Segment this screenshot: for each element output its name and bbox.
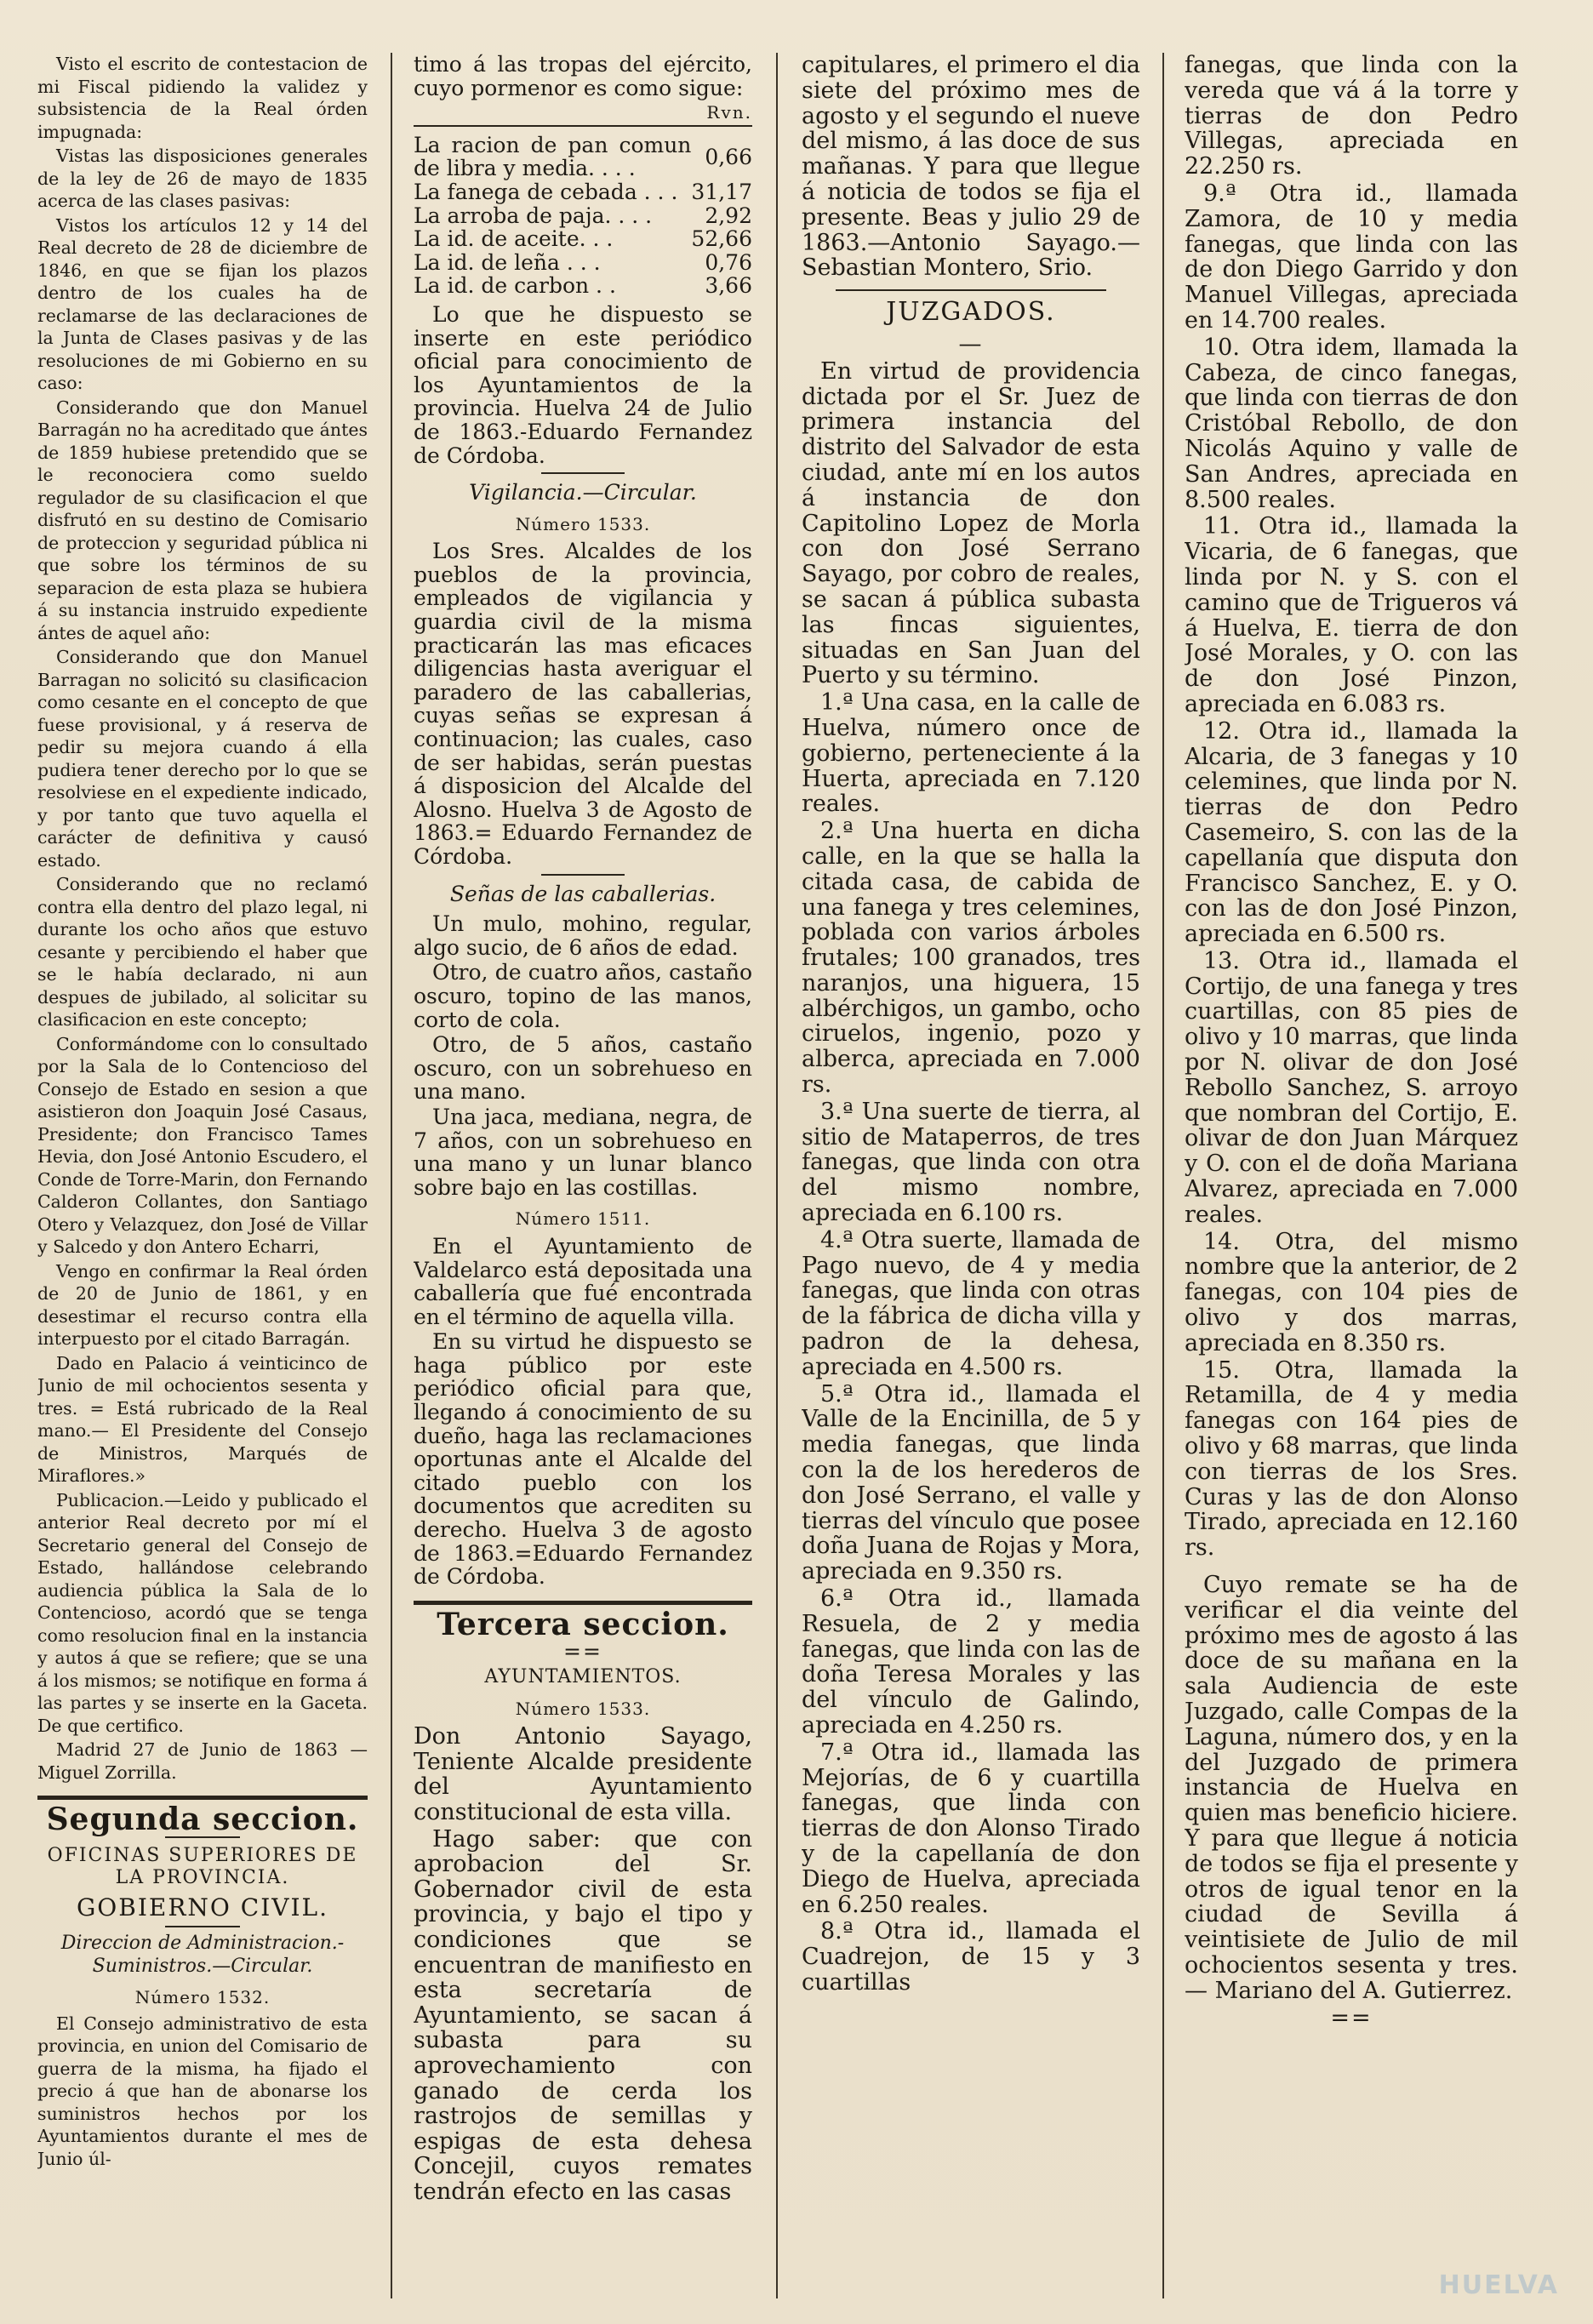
- senas-heading: Señas de las caballerias.: [449, 881, 717, 906]
- list-item: 11. Otra id., llamada la Vicaria, de 6 fanegas, que linda por N. y S. con el camino que de Trigueros vá á Huelva, E. tierra de don José Morales, y O. con las de don José Pinzon, apreciada en 6.083 rs.: [1185, 513, 1518, 717]
- price-label: La id. de aceite. . .: [414, 226, 614, 252]
- list-item: 9.ª Otra id., llamada Zamora, de 10 y media fanegas, que linda con las de don Diego Garrido y don Manuel Villegas, apreciada en 14.700 reales.: [1185, 180, 1518, 334]
- paragraph: Publicacion.—Leido y publicado el anterior Real decreto por mí el Secretario general del Consejo de Estado, hallándose celebrando audiencia pública la Sala de lo Contencioso, acordó que se tenga como resolucion final en la instancia y autos á que se refiere; que se una á los mismos; se notifique en forma á las partes y se inserte en la Gaceta. De que certifico.: [37, 1489, 368, 1736]
- paragraph: Madrid 27 de Junio de 1863 — Miguel Zorrilla.: [37, 1739, 368, 1783]
- paragraph: Vistas las disposiciones generales de la ley de 26 de mayo de 1835 acerca de las clases pasivas:: [37, 146, 368, 211]
- juzgados-heading: JUZGADOS.: [886, 297, 1056, 328]
- table-row: [414, 227, 752, 251]
- currency-header: Rvn.: [414, 101, 752, 127]
- list-item: 5.ª Otra id., llamada el Valle de la Encinilla, de 5 y media fanegas, que linda con la de los herederos de don José Serrano, el valle y tierras del vínculo que posee doña Juana de Rojas y Mora, apreciada en 9.350 rs.: [802, 1380, 1140, 1585]
- divider: [541, 874, 625, 876]
- table-row: [414, 204, 752, 228]
- price-value: 2,92: [705, 203, 752, 228]
- paragraph: Considerando que don Manuel Barragán no ha acreditado que ántes de 1859 hubiese pretendido que se le reconociera como sueldo regulador de su clasificacion el que disfrutó en su destino de Comisario de proteccion y seguridad pública ni que sobre los términos de su separacion de esta plaza se hubiera á su instancia instruido expediente ántes de aquel año:: [37, 397, 368, 643]
- gobierno-heading: GOBIERNO CIVIL.: [76, 1893, 329, 1921]
- price-value: 31,17: [691, 179, 752, 204]
- paragraph: timo á las tropas del ejército, cuyo pormenor es como sigue:: [414, 53, 752, 100]
- column-rule: [776, 53, 778, 2298]
- column-rule: [1162, 53, 1164, 2298]
- paragraph: En el Ayuntamiento de Valdelarco está depositada una caballería que fué encontrada en el término de aquella villa.: [414, 1233, 752, 1329]
- price-label: La id. de carbon . .: [414, 273, 616, 299]
- table-row: [414, 180, 752, 204]
- list-item: 6.ª Otra id., llamada Resuela, de 2 y media fanegas, que linda con las de doña Teresa Morales y las del vínculo de Galindo, apreciada en 4.250 rs.: [802, 1585, 1140, 1739]
- direccion-heading: Direccion de Administracion.-Suministros.—Circular.: [60, 1933, 345, 1977]
- paragraph: Conformándome con lo consultado por la Sala de lo Contencioso del Consejo de Estado en sesion a que asistieron don Joaquin José Casaus, Presidente; don Francisco Tames Hevia, don José Antonio Escudero, el Conde de Torre-Marin, don Fernando Calderon Collantes, don Santiago Otero y Velazquez, don José de Villar y Salcedo y don Antero Echarri,: [37, 1033, 368, 1257]
- price-table: [414, 134, 752, 298]
- list-item: 2.ª Una huerta en dicha calle, en la que se halla la citada casa, de cabida de una fanega y tres celemines, poblada con varios árboles frutales; 100 granados, tres naranjos, una higuera, 15 albérchigos, un gambo, ocho ciruelos, ingenio, pozo y alberca, apreciada en 7.000 rs.: [802, 818, 1140, 1099]
- column-rule: [391, 53, 392, 2298]
- table-row: [414, 274, 752, 298]
- price-label: La arroba de paja. . . .: [414, 203, 653, 228]
- paragraph: En virtud de providencia dictada por el Sr. Juez de primera instancia del distrito del Salvador de esta ciudad, ante mí en los autos á instancia de don Capitolino Lopez de Morla con don José Serrano Sayago, por cobro de reales, se sacan á pública subasta las fincas siguientes, situadas en San Juan del Puerto y su término.: [802, 357, 1140, 689]
- list-item: fanegas, que linda con la vereda que vá á la torre y tierras de don Pedro Villegas, apreciada en 22.250 rs.: [1185, 53, 1518, 180]
- divider: [541, 472, 625, 474]
- section-divider: [37, 1796, 368, 1800]
- column-1: [37, 53, 368, 2290]
- watermark: HUELVA: [1438, 2270, 1559, 2300]
- list-item: 4.ª Otra suerte, llamada de Pago nuevo, de 4 y media fanegas, que linda con otras de la fábrica de dicha villa y padron de la dehesa, apreciada en 4.500 rs.: [802, 1226, 1140, 1380]
- column-2: [414, 53, 752, 2290]
- column-3: [802, 53, 1140, 2290]
- paragraph: Don Antonio Sayago, Teniente Alcalde presidente del Ayuntamiento constitucional de esta villa.: [414, 1723, 752, 1825]
- paragraph: Considerando que don Manuel Barragan no solicitó su clasificacion como cesante en el concepto de que fuese provisional, y á reserva de pedir su mejora cuando á ella pudiera tener derecho por lo que se resolviese en el expediente indicado, y por tanto que tuvo aquella el carácter de definitiva y causó estado.: [37, 647, 368, 871]
- divider: [165, 1926, 240, 1927]
- notice-number: Número 1511.: [515, 1208, 651, 1230]
- list-item: 14. Otra, del mismo nombre que la anterior, de 2 fanegas, con 104 pies de olivo y dos marras, apreciada en 8.350 rs.: [1185, 1228, 1518, 1356]
- list-item: 3.ª Una suerte de tierra, al sitio de Mataperros, de tres fanegas, que linda con otra del mismo nombre, apreciada en 6.100 rs.: [802, 1098, 1140, 1227]
- column-4: [1185, 53, 1518, 2290]
- list-item: 8.ª Otra id., llamada el Cuadrejon, de 15 y 3 cuartillas: [802, 1918, 1140, 1996]
- paragraph: Visto el escrito de contestacion de mi Fiscal pidiendo la validez y subsistencia de la Real órden impugnada:: [37, 54, 368, 142]
- price-label: La fanega de cebada . . .: [414, 179, 678, 204]
- notice-number: Número 1533.: [515, 513, 651, 534]
- price-value: 0,66: [705, 144, 752, 169]
- paragraph: Vengo en confirmar la Real órden de 20 de Junio de 1861, y en desestimar el recurso contra ella interpuesto por el citado Barragán.: [37, 1260, 368, 1349]
- notice-number: Número 1532.: [134, 1987, 271, 2007]
- offices-heading: OFICINAS SUPERIORES DE LA PROVINCIA.: [47, 1844, 358, 1888]
- list-item: 13. Otra id., llamada el Cortijo, de una fanega y tres cuartillas, con 85 pies de olivo y 10 marras, que linda por N. olivar de don José Rebollo Sanchez, S. arroyo que nombran del Cortijo, E. olivar de don Juan Márquez y O. con el de doña Mariana Alvarez, apreciada en 7.000 reales.: [1185, 947, 1518, 1228]
- notice-number: Número 1533.: [515, 1698, 651, 1719]
- ayuntamientos-heading: AYUNTAMIENTOS.: [484, 1666, 682, 1687]
- section-title: Segunda seccion.: [46, 1802, 359, 1837]
- paragraph: Otro, de cuatro años, castaño oscuro, topino de las manos, corto de cola.: [414, 960, 752, 1032]
- divider: ==: [563, 1639, 602, 1664]
- section-title: Tercera seccion.: [437, 1606, 729, 1642]
- section-divider: [414, 1601, 752, 1605]
- list-item: 1.ª Una casa, en la calle de Huelva, número once de gobierno, perteneciente á la Huerta, apreciada en 7.120 reales.: [802, 689, 1140, 818]
- list-item: 7.ª Otra id., llamada las Mejorías, de 6 y cuartilla fanegas, que linda con tierras de don Alonso Tirado y de la capellanía de don Diego de Huelva, apreciada en 6.250 reales.: [802, 1739, 1140, 1918]
- paragraph: En su virtud he dispuesto se haga público por este periódico oficial para que, llegando á conocimiento de su dueño, haga las reclamaciones oportunas ante el Alcalde del citado pueblo con los documentos que acrediten su derecho. Huelva 3 de agosto de 1863.=Eduardo Fernandez de Córdoba.: [414, 1329, 752, 1590]
- list-item: 10. Otra idem, llamada la Cabeza, de cinco fanegas, que linda con tierras de don Cristóbal Rebollo, de don Nicolás Aquino y valle de San Andres, apreciada en 8.500 reales.: [1185, 334, 1518, 513]
- paragraph: Dado en Palacio á veinticinco de Junio de mil ochocientos sesenta y tres. = Está rubricado de la Real mano.— El Presidente del Consejo de Ministros, Marqués de Miraflores.»: [37, 1352, 368, 1486]
- table-row: [414, 251, 752, 275]
- list-item: 12. Otra id., llamada la Alcaria, de 3 fanegas y 10 celemines, que linda por N. tierras de don Pedro Casemeiro, S. con las de la capellanía que disputa don Francisco Sanchez, E. y O. con las de don José Pinzon, apreciada en 6.500 rs.: [1185, 717, 1518, 948]
- price-label: La racion de pan comun de libra y media. . . .: [414, 132, 692, 181]
- divider: ==: [1330, 2004, 1373, 2031]
- vigilancia-heading: Vigilancia.—Circular.: [469, 480, 697, 505]
- paragraph: Cuyo remate se ha de verificar el dia veinte del próximo mes de agosto á las doce de su mañana en la sala Audiencia de este Juzgado, calle Compas de la Laguna, número dos, y en la del Juzgado de primera instancia de Huelva en quien mas beneficio hiciere. Y para que llegue á noticia de todos se fija el presente y otros de igual tenor en la ciudad de Sevilla á veintisiete de Julio de mil ochocientos sesenta y tres.— Mariano del A. Gutierrez.: [1185, 1572, 1518, 2004]
- paragraph: Un mulo, mohino, regular, algo sucio, de 6 años de edad.: [414, 911, 752, 960]
- price-value: 52,66: [691, 226, 752, 252]
- price-value: 3,66: [705, 273, 752, 299]
- price-label: La id. de leña . . .: [414, 249, 601, 275]
- paragraph: El Consejo administrativo de esta provincia, en union del Comisario de guerra de la misma, ha fijado el precio á que han de abonarse los suministros hechos por los Ayuntamientos durante el mes de Junio úl-: [37, 2013, 368, 2169]
- list-item: 15. Otra, llamada la Retamilla, de 4 y media fanegas con 164 pies de olivo y 68 marras, que linda con tierras de los Sres. Curas y las de don Alonso Tirado, apreciada en 12.160 rs.: [1185, 1356, 1518, 1562]
- paragraph: capitulares, el primero el dia siete del próximo mes de agosto y el segundo el nueve del mismo, á las doce de sus mañanas. Y para que llegue á noticia de todos se fija el presente. Beas y julio 29 de 1863.—Antonio Sayago.— Sebastian Montero, Srio.: [802, 53, 1140, 282]
- paragraph: Otro, de 5 años, castaño oscuro, con un sobrehueso en una mano.: [414, 1032, 752, 1105]
- paragraph: Lo que he dispuesto se inserte en este periódico oficial para conocimiento de los Ayuntamientos de la provincia. Huelva 24 de Julio de 1863.-Eduardo Fernandez de Córdoba.: [414, 301, 752, 468]
- paragraph: Considerando que no reclamó contra ella dentro del plazo legal, ni durante los ocho años que estuvo cesante y percibiendo el haber que se le había declarado, ni aun despues de jubilado, al solicitar su clasificacion en este concepto;: [37, 874, 368, 1030]
- divider: [836, 289, 1106, 291]
- table-row: [414, 134, 752, 180]
- paragraph: Vistos los artículos 12 y 14 del Real decreto de 28 de diciembre de 1846, en que se fijan los plazos dentro de los cuales ha de reclamarse de las declaraciones de la Junta de Clases pasivas y de las resoluciones de mi Gobierno en su caso:: [37, 214, 368, 393]
- divider: —: [958, 330, 984, 357]
- price-value: 0,76: [705, 249, 752, 275]
- paragraph: Los Sres. Alcaldes de los pueblos de la provincia, empleados de vigilancia y guardia civil de la misma practicarán las mas eficaces diligencias hasta averiguar el paradero de las caballerias, cuyas señas se expresan á continuacion; las cuales, caso de ser habidas, serán puestas á disposicion del Alcalde del Alosno. Huelva 3 de Agosto de 1863.= Eduardo Fernandez de Córdoba.: [414, 539, 752, 869]
- paragraph: Hago saber: que con aprobacion del Sr. Gobernador civil de esta provincia, y bajo el tipo y condiciones que se encuentran de manifiesto en esta secretaría de Ayuntamiento, se sacan á subasta para su aprovechamiento con ganado de cerda los rastrojos de semillas y espigas de esta dehesa Concejil, cuyos remates tendrán efecto en las casas: [414, 1825, 752, 2205]
- paragraph: Una jaca, mediana, negra, de 7 años, con un sobrehueso en una mano y un lunar blanco sobre bajo en las costillas.: [414, 1104, 752, 1200]
